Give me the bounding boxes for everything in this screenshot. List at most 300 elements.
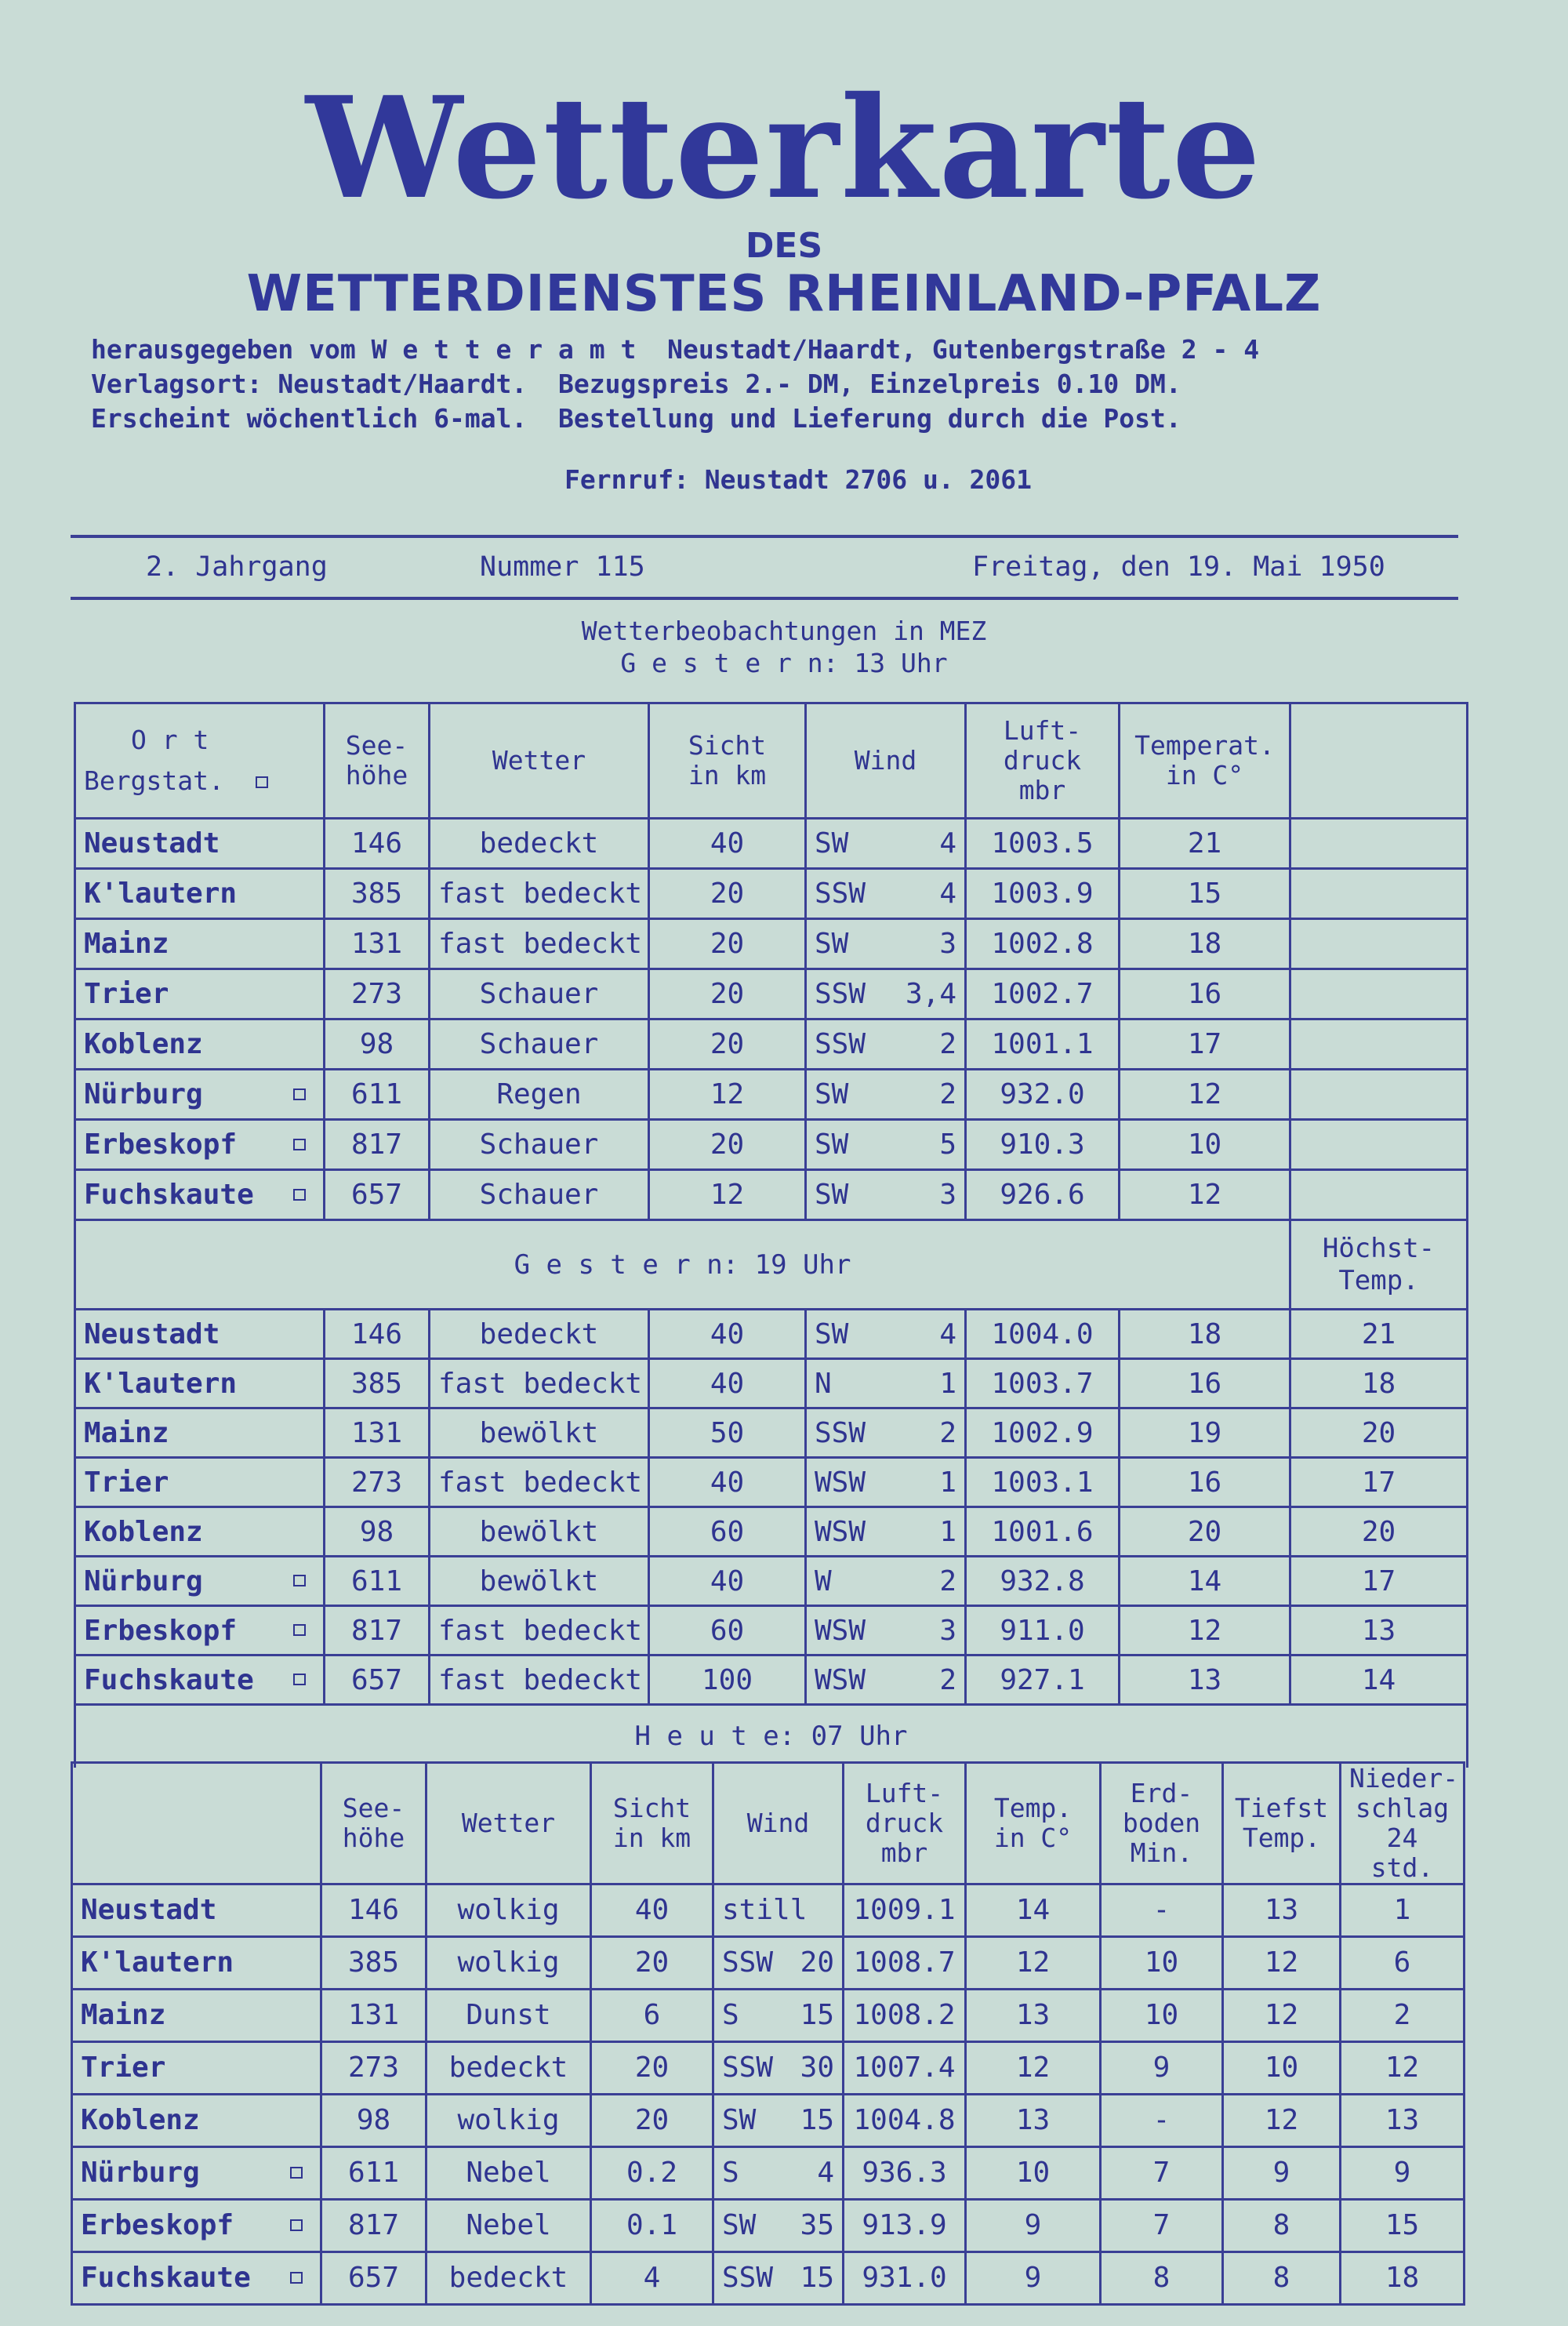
pressure: 1007.4 bbox=[844, 2041, 966, 2094]
station-label: Koblenz bbox=[84, 1028, 203, 1060]
wind-cell bbox=[713, 2251, 844, 2304]
station-label: Fuchskaute bbox=[81, 2262, 251, 2295]
wind-direction: SW bbox=[815, 1128, 849, 1161]
min-temperature: 12 bbox=[1223, 2094, 1341, 2146]
wind-direction: SSW bbox=[815, 878, 866, 910]
wind-speed: 15 bbox=[800, 2104, 834, 2137]
temperature: 10 bbox=[966, 2146, 1101, 2199]
wind-value bbox=[815, 1318, 956, 1350]
wind-speed: 3 bbox=[939, 1614, 956, 1647]
temperature: 12 bbox=[966, 1936, 1101, 1989]
temperature: 15 bbox=[1120, 869, 1290, 919]
wind-direction: SSW bbox=[722, 2052, 774, 2084]
visibility: 12 bbox=[649, 1070, 806, 1120]
ground-min-temperature: 7 bbox=[1101, 2199, 1223, 2251]
wind-direction: SW bbox=[722, 2104, 757, 2137]
ground-min-temperature: 9 bbox=[1101, 2041, 1223, 2094]
wind-direction: SSW bbox=[815, 1416, 866, 1449]
table-row bbox=[75, 1507, 1468, 1557]
ground-min-temperature: 7 bbox=[1101, 2146, 1223, 2199]
wind-direction: SW bbox=[815, 1179, 849, 1211]
table-row bbox=[72, 1884, 1465, 1936]
visibility: 60 bbox=[649, 1606, 806, 1655]
altitude: 273 bbox=[325, 969, 430, 1019]
altitude: 98 bbox=[325, 1019, 430, 1070]
wind-speed: 35 bbox=[800, 2209, 834, 2242]
wind-cell bbox=[806, 969, 966, 1019]
temperature: 9 bbox=[966, 2199, 1101, 2251]
t3-col-temp: Temp. in C° bbox=[966, 1763, 1101, 1884]
table-row bbox=[75, 819, 1468, 869]
altitude: 385 bbox=[325, 1359, 430, 1408]
wind-speed: 1 bbox=[939, 1515, 956, 1548]
wind-speed: 4 bbox=[817, 2157, 834, 2190]
table-row bbox=[72, 2199, 1465, 2251]
altitude: 657 bbox=[325, 1170, 430, 1220]
t1-col-wetter: Wetter bbox=[430, 703, 649, 819]
table-row bbox=[75, 1557, 1468, 1606]
weather: Nebel bbox=[426, 2199, 591, 2251]
visibility: 40 bbox=[649, 1359, 806, 1408]
pressure: 1002.9 bbox=[966, 1408, 1120, 1458]
weather: bedeckt bbox=[426, 2251, 591, 2304]
temperature: 14 bbox=[1120, 1557, 1290, 1606]
t3-col-niederschlag: Nieder- schlag 24 std. bbox=[1341, 1763, 1465, 1884]
min-temperature: 8 bbox=[1223, 2199, 1341, 2251]
wind-value bbox=[815, 1615, 956, 1647]
pressure: 1003.1 bbox=[966, 1458, 1120, 1507]
ground-min-temperature: 10 bbox=[1101, 1989, 1223, 2041]
wind-value bbox=[722, 1894, 834, 1926]
precipitation: 9 bbox=[1341, 2146, 1465, 2199]
wind-value bbox=[815, 1179, 956, 1211]
wind-cell bbox=[713, 1936, 844, 1989]
temperature: 9 bbox=[966, 2251, 1101, 2304]
altitude: 146 bbox=[321, 1884, 426, 1936]
pressure: 1001.1 bbox=[966, 1019, 1120, 1070]
t2-col-hoechst: Höchst- Temp. bbox=[1290, 1220, 1468, 1310]
weather: bewölkt bbox=[430, 1507, 649, 1557]
max-temperature: 21 bbox=[1290, 1310, 1468, 1359]
visibility: 40 bbox=[649, 1458, 806, 1507]
station-name bbox=[72, 2146, 321, 2199]
visibility: 20 bbox=[649, 1019, 806, 1070]
station-label: Mainz bbox=[84, 928, 169, 960]
altitude: 146 bbox=[325, 819, 430, 869]
visibility: 40 bbox=[649, 1557, 806, 1606]
wind-speed: 2 bbox=[939, 1416, 956, 1449]
temperature: 16 bbox=[1120, 969, 1290, 1019]
temperature: 19 bbox=[1120, 1408, 1290, 1458]
station-label: K'lautern bbox=[81, 1946, 234, 1979]
precipitation: 18 bbox=[1341, 2251, 1465, 2304]
station-label: Fuchskaute bbox=[84, 1179, 254, 1211]
table-row bbox=[75, 1120, 1468, 1170]
wind-speed: 2 bbox=[939, 1028, 956, 1060]
t1-col-ort bbox=[75, 703, 325, 819]
empty-cell bbox=[1290, 819, 1468, 869]
title-des: DES bbox=[745, 226, 823, 266]
weather: fast bedeckt bbox=[430, 919, 649, 969]
wind-cell bbox=[806, 1408, 966, 1458]
issue-date: Freitag, den 19. Mai 1950 bbox=[972, 551, 1385, 583]
temperature: 12 bbox=[1120, 1070, 1290, 1120]
wind-cell bbox=[806, 1019, 966, 1070]
station-name bbox=[75, 969, 325, 1019]
table-row bbox=[72, 1989, 1465, 2041]
section-title: Wetterbeobachtungen in MEZ bbox=[581, 616, 987, 646]
temperature: 21 bbox=[1120, 819, 1290, 869]
visibility: 50 bbox=[649, 1408, 806, 1458]
weather: Schauer bbox=[430, 1019, 649, 1070]
t1-col-hoehe: See- höhe bbox=[325, 703, 430, 819]
wind-value bbox=[722, 1999, 834, 2031]
wind-speed: 1 bbox=[939, 1367, 956, 1400]
wind-direction: SW bbox=[815, 827, 849, 860]
t3-col-sicht: Sicht in km bbox=[591, 1763, 713, 1884]
temperature: 13 bbox=[1120, 1655, 1290, 1705]
station-label: Fuchskaute bbox=[84, 1663, 254, 1696]
altitude: 131 bbox=[321, 1989, 426, 2041]
visibility: 20 bbox=[649, 969, 806, 1019]
temperature: 10 bbox=[1120, 1120, 1290, 1170]
table-row bbox=[72, 1936, 1465, 1989]
station-name bbox=[75, 1120, 325, 1170]
wind-cell bbox=[806, 1606, 966, 1655]
wind-direction: S bbox=[722, 2157, 739, 2190]
station-label: Neustadt bbox=[84, 1317, 220, 1350]
temperature: 16 bbox=[1120, 1359, 1290, 1408]
wind-value bbox=[815, 1664, 956, 1696]
station-name bbox=[75, 1458, 325, 1507]
temperature: 17 bbox=[1120, 1019, 1290, 1070]
mountain-station-marker-icon bbox=[290, 2219, 303, 2231]
wind-value bbox=[815, 1078, 956, 1110]
weather: fast bedeckt bbox=[430, 1458, 649, 1507]
wind-value bbox=[815, 1128, 956, 1161]
station-name bbox=[75, 819, 325, 869]
table-row bbox=[75, 1606, 1468, 1655]
table-row bbox=[75, 869, 1468, 919]
weather: fast bedeckt bbox=[430, 1606, 649, 1655]
altitude: 385 bbox=[325, 869, 430, 919]
max-temperature: 14 bbox=[1290, 1655, 1468, 1705]
mountain-station-marker-icon bbox=[293, 1189, 306, 1201]
weather: fast bedeckt bbox=[430, 1359, 649, 1408]
wind-value bbox=[722, 2104, 834, 2136]
visibility: 6 bbox=[591, 1989, 713, 2041]
altitude: 273 bbox=[325, 1458, 430, 1507]
station-name bbox=[72, 1989, 321, 2041]
station-name bbox=[75, 1170, 325, 1220]
station-name bbox=[75, 1310, 325, 1359]
station-label: Trier bbox=[84, 1466, 169, 1499]
weather: Nebel bbox=[426, 2146, 591, 2199]
table-row bbox=[75, 1070, 1468, 1120]
t1-col-empty bbox=[1290, 703, 1468, 819]
publishing-place-line: Verlagsort: Neustadt/Haardt. Bezugspreis 2.- DM, Einzelpreis 0.10 DM. bbox=[91, 369, 1181, 399]
pressure: 927.1 bbox=[966, 1655, 1120, 1705]
pressure: 911.0 bbox=[966, 1606, 1120, 1655]
wind-speed: 1 bbox=[939, 1466, 956, 1499]
wind-speed: 30 bbox=[800, 2052, 834, 2084]
altitude: 98 bbox=[325, 1507, 430, 1557]
wind-direction: WSW bbox=[815, 1614, 866, 1647]
volume-label: 2. Jahrgang bbox=[146, 551, 328, 583]
station-name bbox=[72, 1884, 321, 1936]
visibility: 40 bbox=[591, 1884, 713, 1936]
empty-cell bbox=[1290, 869, 1468, 919]
station-name bbox=[72, 2251, 321, 2304]
station-label: Koblenz bbox=[81, 2104, 200, 2137]
empty-cell bbox=[1290, 919, 1468, 969]
wind-speed: 2 bbox=[939, 1078, 956, 1110]
wind-cell bbox=[806, 1507, 966, 1557]
wind-value bbox=[722, 2209, 834, 2241]
station-name bbox=[72, 2094, 321, 2146]
pressure: 1008.7 bbox=[844, 1936, 966, 1989]
pressure: 931.0 bbox=[844, 2251, 966, 2304]
publisher-line: herausgegeben vom W e t t e r a m t Neustadt/Haardt, Gutenbergstraße 2 - 4 bbox=[91, 334, 1260, 365]
pressure: 1002.8 bbox=[966, 919, 1120, 969]
visibility: 0.2 bbox=[591, 2146, 713, 2199]
pressure: 1004.8 bbox=[844, 2094, 966, 2146]
wind-cell bbox=[806, 1359, 966, 1408]
empty-cell bbox=[1290, 1120, 1468, 1170]
wind-direction: SSW bbox=[815, 1028, 866, 1060]
weather: fast bedeckt bbox=[430, 869, 649, 919]
altitude: 817 bbox=[321, 2199, 426, 2251]
newspaper-title: Wetterkarte bbox=[305, 66, 1263, 230]
max-temperature: 20 bbox=[1290, 1408, 1468, 1458]
altitude: 611 bbox=[325, 1070, 430, 1120]
pressure: 1008.2 bbox=[844, 1989, 966, 2041]
station-label: Erbeskopf bbox=[81, 2209, 234, 2242]
wind-value bbox=[722, 2052, 834, 2084]
max-temperature: 13 bbox=[1290, 1606, 1468, 1655]
temperature: 14 bbox=[966, 1884, 1101, 1936]
wind-cell bbox=[713, 1884, 844, 1936]
t1-col-wind: Wind bbox=[806, 703, 966, 819]
mountain-station-marker-icon bbox=[293, 1674, 306, 1685]
max-temperature: 17 bbox=[1290, 1557, 1468, 1606]
subtitle: WETTERDIENSTES RHEINLAND-PFALZ bbox=[246, 265, 1322, 323]
altitude: 657 bbox=[321, 2251, 426, 2304]
pressure: 932.8 bbox=[966, 1557, 1120, 1606]
t1-col-temp: Temperat. in C° bbox=[1120, 703, 1290, 819]
temperature: 16 bbox=[1120, 1458, 1290, 1507]
altitude: 146 bbox=[325, 1310, 430, 1359]
wind-value bbox=[815, 1368, 956, 1400]
temperature: 12 bbox=[1120, 1170, 1290, 1220]
empty-cell bbox=[1290, 969, 1468, 1019]
altitude: 131 bbox=[325, 1408, 430, 1458]
precipitation: 6 bbox=[1341, 1936, 1465, 1989]
wind-value bbox=[815, 1417, 956, 1449]
weather: bedeckt bbox=[430, 1310, 649, 1359]
station-label: Nürburg bbox=[84, 1565, 203, 1597]
t1-h-ort: O r t bbox=[131, 725, 209, 756]
phone-line: Fernruf: Neustadt 2706 u. 2061 bbox=[564, 464, 1033, 495]
frequency-line: Erscheint wöchentlich 6-mal. Bestellung und Lieferung durch die Post. bbox=[91, 403, 1181, 434]
altitude: 657 bbox=[325, 1655, 430, 1705]
min-temperature: 12 bbox=[1223, 1989, 1341, 2041]
mountain-station-marker-icon bbox=[290, 2272, 303, 2284]
t3-col-ort bbox=[72, 1763, 321, 1884]
precipitation: 1 bbox=[1341, 1884, 1465, 1936]
station-label: Neustadt bbox=[84, 827, 220, 860]
station-label: Trier bbox=[84, 978, 169, 1010]
temperature: 12 bbox=[966, 2041, 1101, 2094]
precipitation: 2 bbox=[1341, 1989, 1465, 2041]
station-label: Mainz bbox=[81, 1999, 166, 2032]
wind-direction: WSW bbox=[815, 1515, 866, 1548]
temperature: 13 bbox=[966, 1989, 1101, 2041]
pressure: 1003.9 bbox=[966, 869, 1120, 919]
table-row bbox=[75, 969, 1468, 1019]
precipitation: 15 bbox=[1341, 2199, 1465, 2251]
station-label: Nürburg bbox=[81, 2157, 200, 2190]
visibility: 20 bbox=[649, 869, 806, 919]
station-name bbox=[75, 1359, 325, 1408]
weather: wolkig bbox=[426, 1884, 591, 1936]
weather: Dunst bbox=[426, 1989, 591, 2041]
wind-cell bbox=[806, 819, 966, 869]
station-name bbox=[75, 1408, 325, 1458]
mountain-station-marker-icon bbox=[290, 2167, 303, 2179]
altitude: 611 bbox=[325, 1557, 430, 1606]
station-name bbox=[75, 1507, 325, 1557]
visibility: 20 bbox=[649, 1120, 806, 1170]
wind-cell bbox=[713, 2094, 844, 2146]
station-label: Koblenz bbox=[84, 1515, 203, 1548]
wind-direction: WSW bbox=[815, 1663, 866, 1696]
pressure: 926.6 bbox=[966, 1170, 1120, 1220]
wind-cell bbox=[713, 1989, 844, 2041]
wind-speed: 5 bbox=[939, 1128, 956, 1161]
section-07h-label: H e u t e: 07 Uhr bbox=[75, 1705, 1468, 1768]
station-label: Neustadt bbox=[81, 1894, 217, 1927]
temperature: 18 bbox=[1120, 1310, 1290, 1359]
precipitation: 12 bbox=[1341, 2041, 1465, 2094]
ground-min-temperature: 8 bbox=[1101, 2251, 1223, 2304]
wind-direction: S bbox=[722, 1999, 739, 2032]
station-name bbox=[75, 1655, 325, 1705]
min-temperature: 10 bbox=[1223, 2041, 1341, 2094]
wind-direction: W bbox=[815, 1565, 832, 1597]
wind-direction: SW bbox=[815, 1317, 849, 1350]
station-label: Erbeskopf bbox=[84, 1614, 238, 1647]
visibility: 60 bbox=[649, 1507, 806, 1557]
weather: bedeckt bbox=[430, 819, 649, 869]
min-temperature: 12 bbox=[1223, 1936, 1341, 1989]
station-name bbox=[75, 869, 325, 919]
wind-direction: still bbox=[722, 1894, 808, 1927]
weather: fast bedeckt bbox=[430, 1655, 649, 1705]
wind-speed: 4 bbox=[939, 1317, 956, 1350]
bottom-rule bbox=[71, 597, 1458, 600]
wind-cell bbox=[806, 919, 966, 969]
station-name bbox=[75, 1070, 325, 1120]
temperature: 12 bbox=[1120, 1606, 1290, 1655]
max-temperature: 20 bbox=[1290, 1507, 1468, 1557]
wind-value bbox=[815, 1028, 956, 1060]
weather: bewölkt bbox=[430, 1557, 649, 1606]
pressure: 1004.0 bbox=[966, 1310, 1120, 1359]
t3-col-erdboden: Erd- boden Min. bbox=[1101, 1763, 1223, 1884]
pressure: 1002.7 bbox=[966, 969, 1120, 1019]
station-name bbox=[72, 1936, 321, 1989]
visibility: 20 bbox=[591, 2094, 713, 2146]
empty-cell bbox=[1290, 1070, 1468, 1120]
altitude: 385 bbox=[321, 1936, 426, 1989]
wind-speed: 3 bbox=[939, 928, 956, 960]
t1-h-berg: Bergstat. bbox=[84, 765, 224, 796]
table-row bbox=[72, 2041, 1465, 2094]
max-temperature: 17 bbox=[1290, 1458, 1468, 1507]
station-name bbox=[72, 2041, 321, 2094]
station-label: K'lautern bbox=[84, 878, 238, 910]
wind-value bbox=[815, 878, 956, 910]
wind-direction: WSW bbox=[815, 1466, 866, 1499]
min-temperature: 13 bbox=[1223, 1884, 1341, 1936]
ground-min-temperature: - bbox=[1101, 1884, 1223, 1936]
wind-cell bbox=[713, 2146, 844, 2199]
wind-direction: SSW bbox=[722, 2262, 774, 2295]
section-13h-label: G e s t e r n: 13 Uhr bbox=[620, 648, 948, 678]
table-row bbox=[72, 2094, 1465, 2146]
min-temperature: 9 bbox=[1223, 2146, 1341, 2199]
table-row bbox=[75, 1458, 1468, 1507]
table-row bbox=[75, 1359, 1468, 1408]
wind-cell bbox=[806, 1458, 966, 1507]
empty-cell bbox=[1290, 1170, 1468, 1220]
table-row bbox=[75, 919, 1468, 969]
wind-direction: N bbox=[815, 1367, 832, 1400]
min-temperature: 8 bbox=[1223, 2251, 1341, 2304]
altitude: 817 bbox=[325, 1120, 430, 1170]
station-label: K'lautern bbox=[84, 1367, 238, 1400]
altitude: 611 bbox=[321, 2146, 426, 2199]
section-19h-label: G e s t e r n: 19 Uhr bbox=[75, 1220, 1290, 1310]
altitude: 817 bbox=[325, 1606, 430, 1655]
wind-speed: 4 bbox=[939, 827, 956, 860]
mountain-station-marker-icon bbox=[256, 776, 268, 788]
altitude: 131 bbox=[325, 919, 430, 969]
table-row bbox=[75, 1170, 1468, 1220]
max-temperature: 18 bbox=[1290, 1359, 1468, 1408]
wind-value bbox=[722, 2262, 834, 2294]
wind-direction: SSW bbox=[722, 1946, 774, 1979]
wind-cell bbox=[806, 1170, 966, 1220]
wind-value bbox=[815, 1466, 956, 1499]
wind-speed: 2 bbox=[939, 1663, 956, 1696]
temperature: 13 bbox=[966, 2094, 1101, 2146]
visibility: 100 bbox=[649, 1655, 806, 1705]
wind-value bbox=[815, 978, 956, 1010]
wind-value bbox=[722, 2157, 834, 2189]
visibility: 20 bbox=[649, 919, 806, 969]
issue-number: Nummer 115 bbox=[480, 551, 645, 583]
t3-col-tiefst: Tiefst Temp. bbox=[1223, 1763, 1341, 1884]
wind-speed: 2 bbox=[939, 1565, 956, 1597]
mountain-station-marker-icon bbox=[293, 1624, 306, 1636]
t3-col-druck: Luft- druck mbr bbox=[844, 1763, 966, 1884]
table-row bbox=[75, 1408, 1468, 1458]
wind-speed: 15 bbox=[800, 2262, 834, 2295]
t1-col-druck: Luft- druck mbr bbox=[966, 703, 1120, 819]
t1-col-sicht: Sicht in km bbox=[649, 703, 806, 819]
